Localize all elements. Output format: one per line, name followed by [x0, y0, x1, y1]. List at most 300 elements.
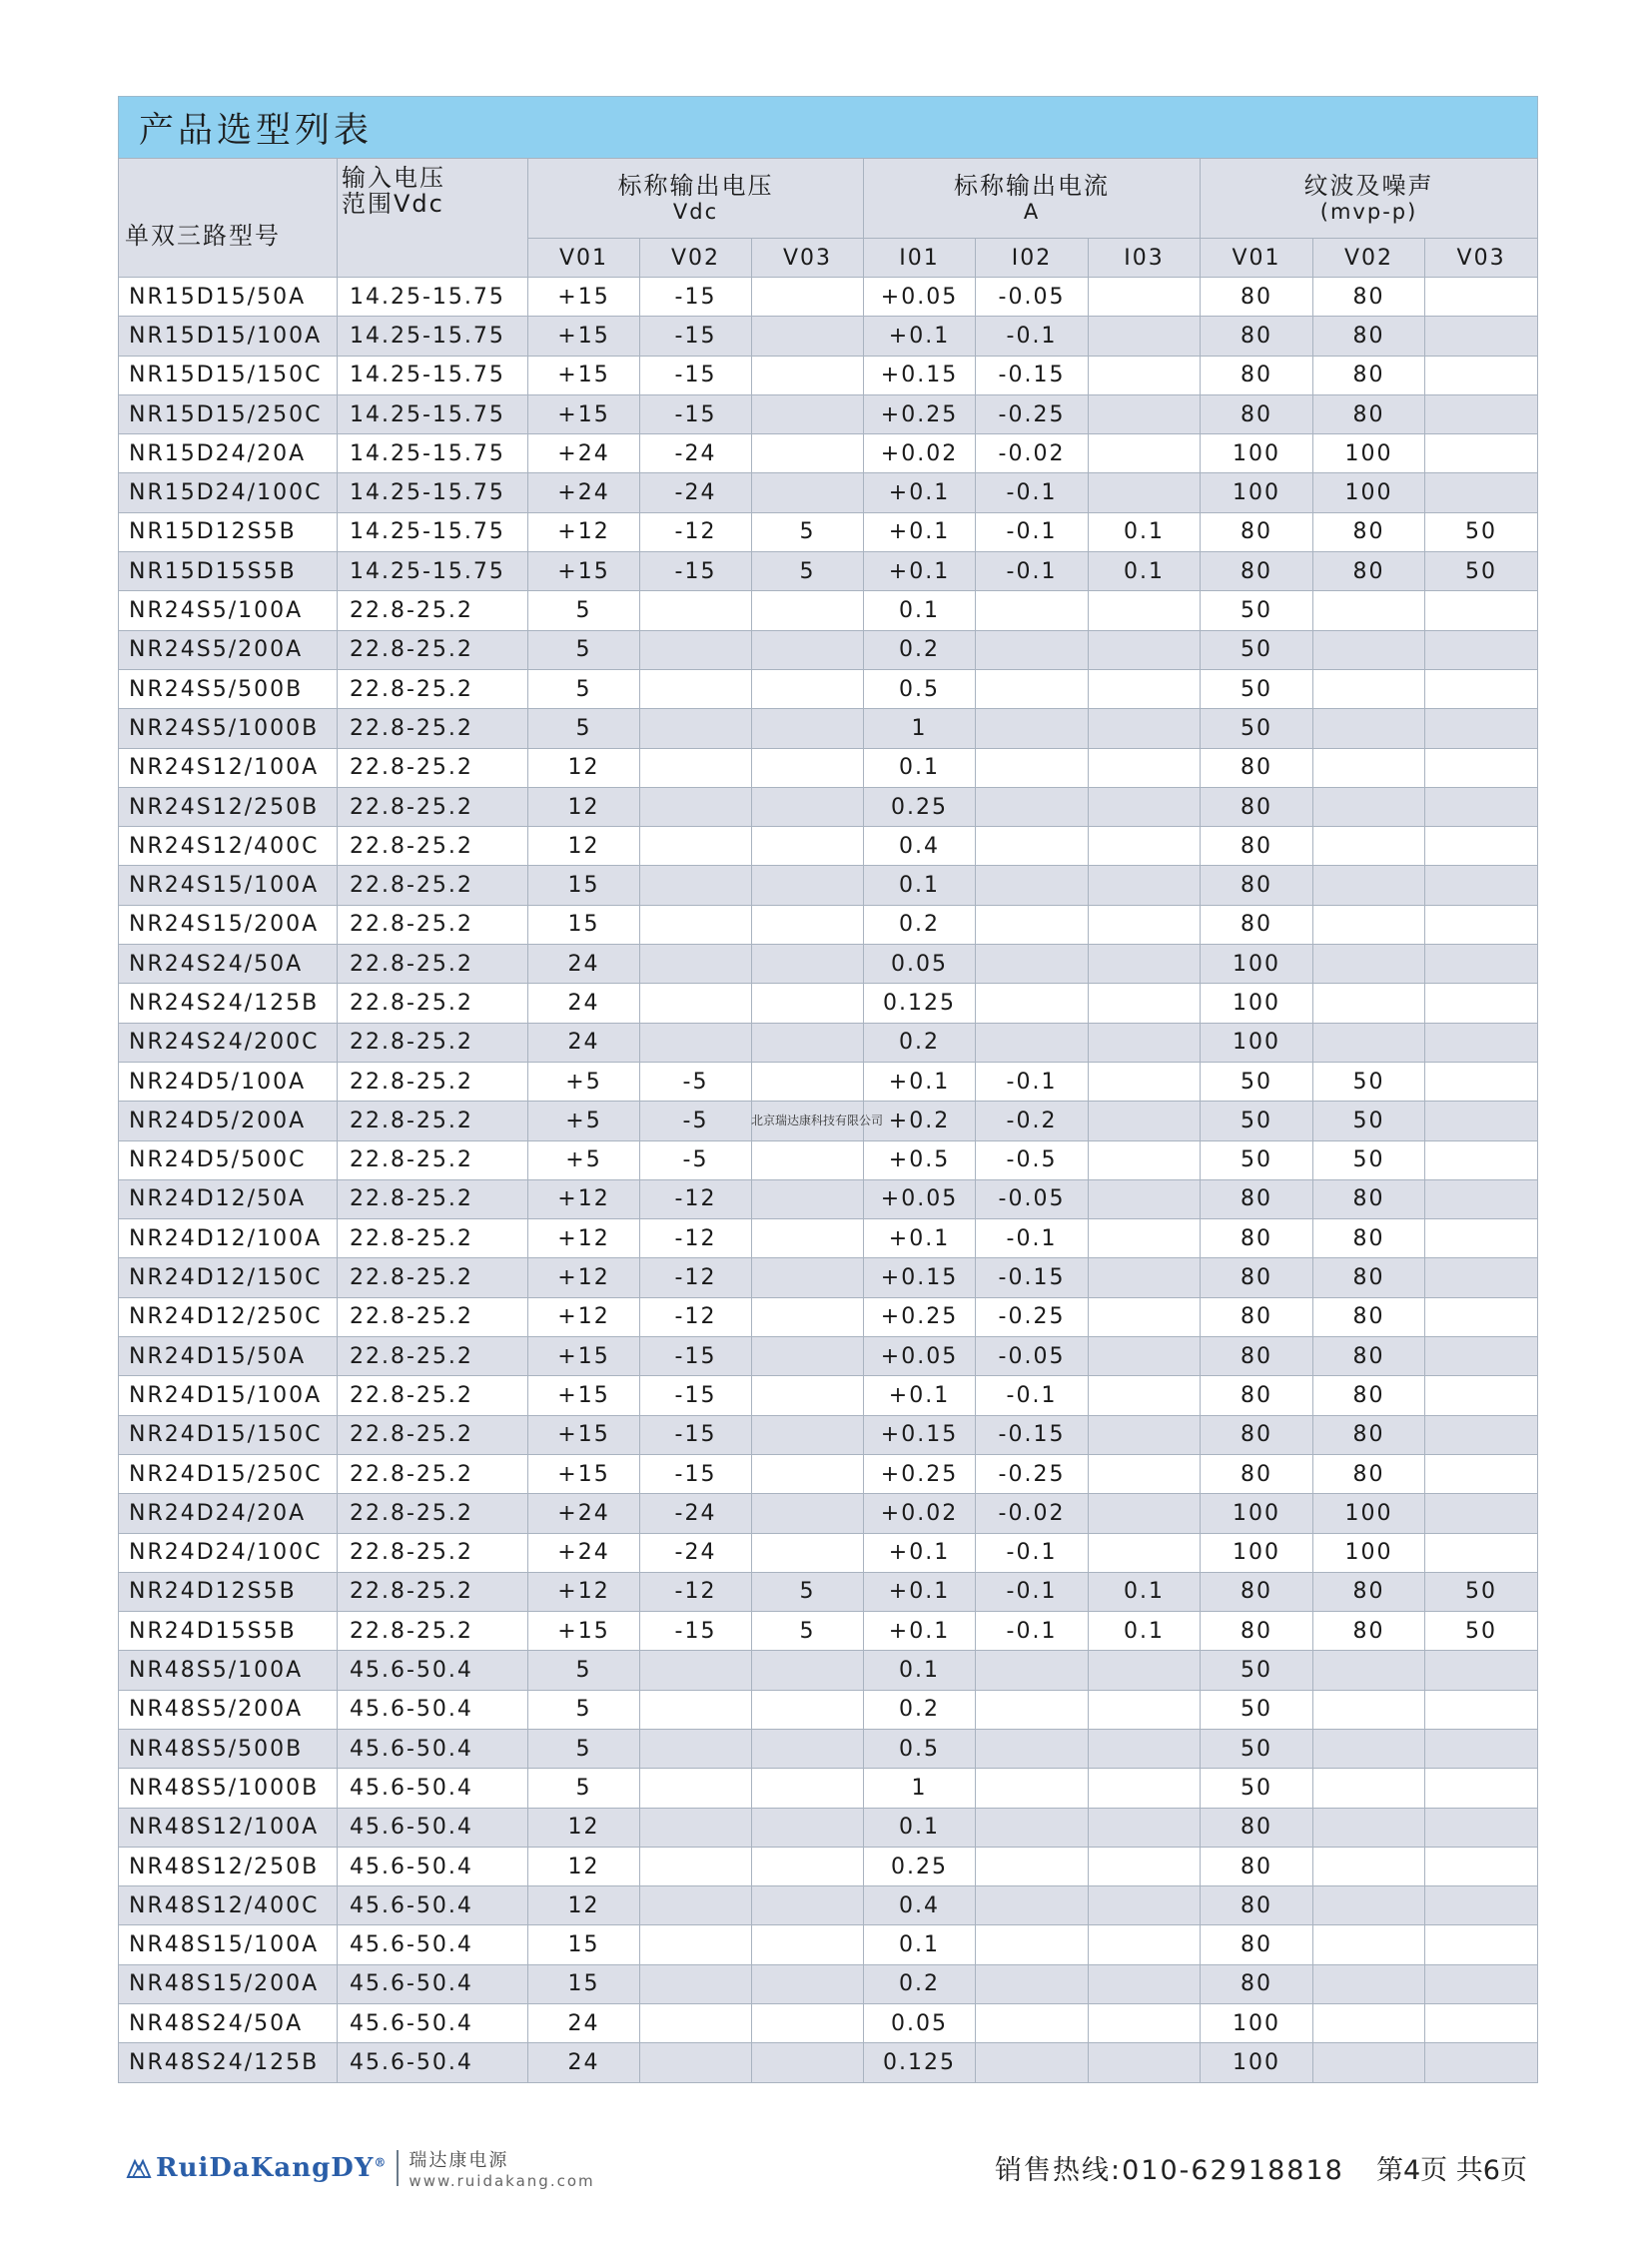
spec-cell: [1089, 827, 1201, 866]
model-cell: NR48S5/1000B: [119, 1769, 338, 1808]
registered-mark: ®: [374, 2155, 388, 2170]
spec-cell: -24: [640, 434, 752, 473]
spec-cell: +15: [528, 1415, 640, 1454]
spec-cell: 0.2: [864, 1690, 976, 1729]
spec-cell: [640, 2004, 752, 2043]
sub-header: I01: [864, 239, 976, 278]
model-cell: NR24D15/100A: [119, 1376, 338, 1415]
spec-cell: [1089, 1494, 1201, 1533]
input-voltage-header: [338, 159, 528, 278]
table-row: [119, 1376, 1538, 1415]
model-cell: NR24S24/125B: [119, 984, 338, 1023]
spec-cell: -15: [640, 1612, 752, 1651]
model-cell: NR24D24/20A: [119, 1494, 338, 1533]
spec-cell: 50: [1425, 1572, 1538, 1611]
spec-cell: [1313, 2043, 1425, 2082]
spec-cell: 100: [1313, 1494, 1425, 1533]
spec-cell: [976, 787, 1089, 826]
table-row: [119, 1179, 1538, 1218]
spec-cell: [1089, 1102, 1201, 1140]
spec-cell: [640, 1847, 752, 1885]
spec-cell: +15: [528, 394, 640, 433]
spec-cell: [1089, 1140, 1201, 1179]
spec-cell: 80: [1201, 1337, 1313, 1376]
spec-cell: [1089, 394, 1201, 433]
table-row: [119, 1494, 1538, 1533]
table-row: [119, 1925, 1538, 1964]
model-cell: NR24S24/50A: [119, 945, 338, 984]
spec-cell: [1313, 827, 1425, 866]
input-range-cell: 14.25-15.75: [338, 473, 528, 512]
table-row: [119, 1572, 1538, 1611]
spec-cell: [1425, 2004, 1538, 2043]
spec-cell: 50: [1313, 1102, 1425, 1140]
spec-cell: 0.25: [864, 1847, 976, 1885]
spec-cell: [976, 1925, 1089, 1964]
spec-cell: 50: [1201, 1062, 1313, 1101]
spec-cell: 0.1: [1089, 1612, 1201, 1651]
spec-cell: 24: [528, 2004, 640, 2043]
input-range-cell: 22.8-25.2: [338, 1179, 528, 1218]
spec-cell: 80: [1201, 1454, 1313, 1493]
spec-cell: [752, 1454, 864, 1493]
sub-header: V01: [1201, 239, 1313, 278]
spec-cell: 0.1: [864, 1651, 976, 1690]
spec-cell: [752, 591, 864, 630]
model-cell: NR15D15/250C: [119, 394, 338, 433]
spec-cell: [976, 1729, 1089, 1768]
spec-cell: 0.05: [864, 945, 976, 984]
spec-cell: [752, 1808, 864, 1847]
spec-cell: [1089, 1847, 1201, 1885]
spec-cell: [1313, 945, 1425, 984]
spec-cell: -0.1: [976, 1612, 1089, 1651]
spec-cell: 12: [528, 1886, 640, 1925]
input-range-cell: 22.8-25.2: [338, 591, 528, 630]
spec-cell: 50: [1313, 1062, 1425, 1101]
spec-cell: 50: [1201, 1729, 1313, 1768]
table-row: [119, 1337, 1538, 1376]
spec-cell: [1425, 1454, 1538, 1493]
input-range-cell: 22.8-25.2: [338, 748, 528, 787]
spec-cell: +12: [528, 512, 640, 551]
table-row: [119, 278, 1538, 317]
spec-cell: 50: [1425, 552, 1538, 591]
spec-cell: +0.05: [864, 278, 976, 317]
input-range-cell: 14.25-15.75: [338, 552, 528, 591]
spec-cell: [752, 866, 864, 905]
spec-cell: 0.1: [1089, 1572, 1201, 1611]
spec-cell: +15: [528, 317, 640, 356]
model-cell: NR48S12/250B: [119, 1847, 338, 1885]
table-row: [119, 1690, 1538, 1729]
table-row: [119, 1886, 1538, 1925]
spec-cell: -0.1: [976, 1062, 1089, 1101]
input-range-cell: 22.8-25.2: [338, 945, 528, 984]
table-row: [119, 552, 1538, 591]
spec-cell: [1089, 1925, 1201, 1964]
spec-cell: [1425, 787, 1538, 826]
spec-cell: 5: [752, 1572, 864, 1611]
spec-cell: 80: [1201, 1925, 1313, 1964]
spec-cell: 80: [1313, 1258, 1425, 1297]
spec-cell: 15: [528, 905, 640, 944]
spec-cell: [752, 1140, 864, 1179]
spec-cell: [752, 1219, 864, 1258]
spec-cell: +0.1: [864, 1533, 976, 1572]
spec-cell: 80: [1201, 1847, 1313, 1885]
spec-cell: [1425, 1415, 1538, 1454]
spec-cell: [1089, 709, 1201, 748]
company-name-cn: 瑞达康电源: [409, 2150, 509, 2171]
spec-cell: [1313, 1729, 1425, 1768]
spec-cell: [1425, 473, 1538, 512]
spec-cell: [1089, 1964, 1201, 2003]
spec-cell: [640, 1808, 752, 1847]
spec-cell: [752, 317, 864, 356]
model-cell: NR24D15S5B: [119, 1612, 338, 1651]
spec-cell: [752, 748, 864, 787]
spec-cell: -0.02: [976, 434, 1089, 473]
ripple-noise-title: 纹波及噪声: [1303, 171, 1434, 200]
sub-header: V03: [1425, 239, 1538, 278]
spec-cell: [1425, 1258, 1538, 1297]
spec-cell: 80: [1313, 278, 1425, 317]
model-cell: NR48S24/50A: [119, 2004, 338, 2043]
model-cell: NR24D5/100A: [119, 1062, 338, 1101]
spec-cell: [976, 1808, 1089, 1847]
input-range-cell: 22.8-25.2: [338, 984, 528, 1023]
spec-cell: [1089, 1690, 1201, 1729]
input-range-cell: 45.6-50.4: [338, 1886, 528, 1925]
spec-cell: [640, 945, 752, 984]
spec-cell: [976, 945, 1089, 984]
spec-cell: [1089, 1808, 1201, 1847]
spec-cell: [1313, 669, 1425, 708]
spec-cell: [752, 1847, 864, 1885]
spec-cell: 5: [528, 669, 640, 708]
model-cell: NR24S5/100A: [119, 591, 338, 630]
spec-cell: +12: [528, 1179, 640, 1218]
spec-cell: [1425, 1808, 1538, 1847]
spec-cell: 100: [1201, 1023, 1313, 1062]
spec-cell: 80: [1201, 1964, 1313, 2003]
spec-cell: [1313, 984, 1425, 1023]
spec-cell: [1425, 1769, 1538, 1808]
spec-cell: +0.1: [864, 1219, 976, 1258]
spec-cell: 80: [1201, 1219, 1313, 1258]
model-cell: NR24D24/100C: [119, 1533, 338, 1572]
spec-cell: [1425, 317, 1538, 356]
spec-cell: [1425, 866, 1538, 905]
spec-cell: +15: [528, 1612, 640, 1651]
model-cell: NR15D15/150C: [119, 356, 338, 394]
input-range-cell: 14.25-15.75: [338, 512, 528, 551]
spec-cell: 50: [1201, 1102, 1313, 1140]
spec-cell: +15: [528, 552, 640, 591]
model-cell: NR15D15S5B: [119, 552, 338, 591]
spec-cell: 80: [1201, 1179, 1313, 1218]
spec-cell: -0.15: [976, 1415, 1089, 1454]
spec-cell: 5: [528, 1729, 640, 1768]
spec-cell: -12: [640, 1179, 752, 1218]
model-cell: NR24D15/250C: [119, 1454, 338, 1493]
spec-cell: +15: [528, 1376, 640, 1415]
table-row: [119, 1964, 1538, 2003]
table-row: [119, 1729, 1538, 1768]
spec-cell: 80: [1201, 1612, 1313, 1651]
model-cell: NR24D15/50A: [119, 1337, 338, 1376]
spec-cell: 0.1: [864, 1925, 976, 1964]
spec-cell: [1425, 1964, 1538, 2003]
input-range-cell: 22.8-25.2: [338, 1454, 528, 1493]
table-row: [119, 984, 1538, 1023]
spec-cell: 80: [1313, 1612, 1425, 1651]
spec-cell: [752, 1258, 864, 1297]
spec-cell: [1313, 866, 1425, 905]
spec-cell: [752, 1690, 864, 1729]
sub-header: V02: [1313, 239, 1425, 278]
spec-cell: [976, 748, 1089, 787]
spec-cell: +0.5: [864, 1140, 976, 1179]
sub-header: I02: [976, 239, 1089, 278]
spec-cell: [1089, 630, 1201, 669]
input-range-cell: 45.6-50.4: [338, 1847, 528, 1885]
sub-header: V02: [640, 239, 752, 278]
spec-cell: 1: [864, 709, 976, 748]
model-cell: NR24D5/200A: [119, 1102, 338, 1140]
spec-cell: -0.05: [976, 278, 1089, 317]
spec-cell: [976, 905, 1089, 944]
output-current-unit: A: [1023, 199, 1041, 224]
spec-cell: 24: [528, 984, 640, 1023]
spec-cell: [1089, 1179, 1201, 1218]
spec-cell: +0.2: [864, 1102, 976, 1140]
spec-cell: 100: [1201, 434, 1313, 473]
spec-cell: 100: [1313, 473, 1425, 512]
spec-cell: +0.1: [864, 1612, 976, 1651]
spec-cell: +0.1: [864, 552, 976, 591]
spec-cell: [1089, 1023, 1201, 1062]
spec-cell: +5: [528, 1102, 640, 1140]
table-row: [119, 1454, 1538, 1493]
company-website: www.ruidakang.com: [409, 2172, 595, 2190]
input-range-cell: 22.8-25.2: [338, 1612, 528, 1651]
page-number: 第4页 共6页: [1376, 2155, 1527, 2186]
spec-cell: [752, 434, 864, 473]
table-row: [119, 473, 1538, 512]
spec-cell: -15: [640, 278, 752, 317]
spec-cell: 0.1: [864, 1808, 976, 1847]
spec-cell: 12: [528, 748, 640, 787]
table-row: [119, 1062, 1538, 1101]
spec-cell: +15: [528, 1454, 640, 1493]
table-row: [119, 1023, 1538, 1062]
spec-cell: -24: [640, 1533, 752, 1572]
spec-cell: 50: [1201, 1651, 1313, 1690]
table-row: [119, 1769, 1538, 1808]
spec-cell: [976, 1690, 1089, 1729]
spec-cell: 0.2: [864, 1964, 976, 2003]
input-range-cell: 22.8-25.2: [338, 1337, 528, 1376]
spec-cell: 0.25: [864, 787, 976, 826]
company-logo: [126, 2146, 595, 2190]
spec-cell: [1089, 1769, 1201, 1808]
input-range-cell: 22.8-25.2: [338, 669, 528, 708]
spec-cell: [1313, 630, 1425, 669]
model-cell: NR24D12/100A: [119, 1219, 338, 1258]
spec-cell: -5: [640, 1140, 752, 1179]
spec-cell: [1425, 1651, 1538, 1690]
spec-cell: 15: [528, 1925, 640, 1964]
spec-cell: 80: [1313, 1415, 1425, 1454]
spec-cell: [640, 748, 752, 787]
spec-cell: [640, 1729, 752, 1768]
spec-cell: 0.5: [864, 1729, 976, 1768]
spec-cell: [752, 905, 864, 944]
spec-cell: 100: [1201, 2004, 1313, 2043]
input-range-cell: 14.25-15.75: [338, 394, 528, 433]
input-range-cell: 22.8-25.2: [338, 787, 528, 826]
input-range-cell: 45.6-50.4: [338, 1769, 528, 1808]
input-range-cell: 45.6-50.4: [338, 1964, 528, 2003]
spec-cell: [1425, 1102, 1538, 1140]
spec-cell: [1313, 591, 1425, 630]
spec-cell: 80: [1201, 1415, 1313, 1454]
spec-cell: -12: [640, 512, 752, 551]
spec-cell: +0.1: [864, 512, 976, 551]
spec-cell: -0.05: [976, 1179, 1089, 1218]
spec-cell: [1425, 2043, 1538, 2082]
spec-cell: 0.4: [864, 1886, 976, 1925]
input-range-cell: 22.8-25.2: [338, 630, 528, 669]
input-range-cell: 22.8-25.2: [338, 1140, 528, 1179]
input-range-cell: 22.8-25.2: [338, 1297, 528, 1336]
spec-cell: 15: [528, 866, 640, 905]
spec-cell: [752, 1769, 864, 1808]
spec-cell: [1089, 984, 1201, 1023]
spec-cell: [640, 905, 752, 944]
spec-cell: +0.15: [864, 1415, 976, 1454]
spec-cell: 80: [1313, 1297, 1425, 1336]
spec-cell: +24: [528, 1494, 640, 1533]
spec-cell: [976, 591, 1089, 630]
spec-cell: 12: [528, 1808, 640, 1847]
spec-cell: [1089, 866, 1201, 905]
spec-cell: [1313, 1690, 1425, 1729]
spec-cell: 50: [1201, 1769, 1313, 1808]
input-range-cell: 22.8-25.2: [338, 1494, 528, 1533]
spec-cell: +12: [528, 1258, 640, 1297]
spec-cell: 80: [1201, 317, 1313, 356]
input-header-line1: 输入电压: [342, 164, 445, 192]
spec-cell: 80: [1201, 1572, 1313, 1611]
input-range-cell: 14.25-15.75: [338, 434, 528, 473]
spec-cell: [752, 1023, 864, 1062]
spec-cell: 100: [1313, 1533, 1425, 1572]
spec-cell: [752, 1179, 864, 1218]
spec-cell: 100: [1201, 984, 1313, 1023]
spec-cell: -0.1: [976, 317, 1089, 356]
spec-cell: 0.2: [864, 1023, 976, 1062]
spec-cell: +0.05: [864, 1337, 976, 1376]
spec-cell: [752, 709, 864, 748]
sales-hotline: 销售热线:010-62918818: [995, 2155, 1344, 2186]
spec-cell: [1425, 1533, 1538, 1572]
output-current-title: 标称输出电流: [954, 171, 1111, 200]
spec-cell: 0.125: [864, 2043, 976, 2082]
spec-cell: 0.1: [864, 591, 976, 630]
input-range-cell: 22.8-25.2: [338, 1219, 528, 1258]
spec-cell: [976, 827, 1089, 866]
spec-cell: [1425, 630, 1538, 669]
model-cell: NR48S5/500B: [119, 1729, 338, 1768]
spec-cell: -0.25: [976, 1454, 1089, 1493]
table-row: [119, 1612, 1538, 1651]
spec-cell: 50: [1201, 591, 1313, 630]
spec-cell: [1089, 905, 1201, 944]
table-row: [119, 905, 1538, 944]
spec-cell: [752, 1376, 864, 1415]
spec-cell: [752, 1925, 864, 1964]
spec-cell: [1089, 1886, 1201, 1925]
spec-cell: 0.1: [1089, 552, 1201, 591]
spec-cell: [640, 984, 752, 1023]
spec-cell: 50: [1201, 709, 1313, 748]
spec-cell: [1425, 1729, 1538, 1768]
model-cell: NR24S12/400C: [119, 827, 338, 866]
spec-cell: 5: [528, 1769, 640, 1808]
spec-cell: +12: [528, 1572, 640, 1611]
spec-cell: 1: [864, 1769, 976, 1808]
table-row: [119, 1297, 1538, 1336]
output-voltage-header: [528, 159, 864, 239]
spec-cell: -0.15: [976, 1258, 1089, 1297]
spec-cell: 0.5: [864, 669, 976, 708]
spec-cell: 100: [1201, 945, 1313, 984]
spec-cell: [752, 278, 864, 317]
spec-cell: [1089, 1337, 1201, 1376]
table-row: [119, 394, 1538, 433]
spec-cell: 80: [1201, 552, 1313, 591]
page-title: 产品选型列表: [139, 110, 374, 151]
spec-cell: 0.2: [864, 905, 976, 944]
model-cell: NR24S5/1000B: [119, 709, 338, 748]
spec-cell: [1313, 1964, 1425, 2003]
spec-cell: [752, 827, 864, 866]
spec-cell: 50: [1425, 1612, 1538, 1651]
spec-cell: [1313, 1808, 1425, 1847]
model-header: 单双三路型号: [119, 159, 338, 278]
spec-cell: [1313, 709, 1425, 748]
spec-cell: +0.25: [864, 394, 976, 433]
logo-name: RuiDaKangDY: [156, 2153, 375, 2183]
spec-cell: [752, 787, 864, 826]
spec-cell: -0.02: [976, 1494, 1089, 1533]
spec-cell: [1425, 278, 1538, 317]
title-bar: [118, 96, 1538, 158]
spec-cell: 80: [1313, 317, 1425, 356]
spec-cell: [752, 1415, 864, 1454]
spec-cell: [640, 1886, 752, 1925]
input-range-cell: 22.8-25.2: [338, 905, 528, 944]
table-row: [119, 866, 1538, 905]
spec-cell: [976, 1886, 1089, 1925]
table-row: [119, 1847, 1538, 1885]
spec-cell: +0.05: [864, 1179, 976, 1218]
spec-cell: +0.25: [864, 1454, 976, 1493]
input-range-cell: 45.6-50.4: [338, 2004, 528, 2043]
